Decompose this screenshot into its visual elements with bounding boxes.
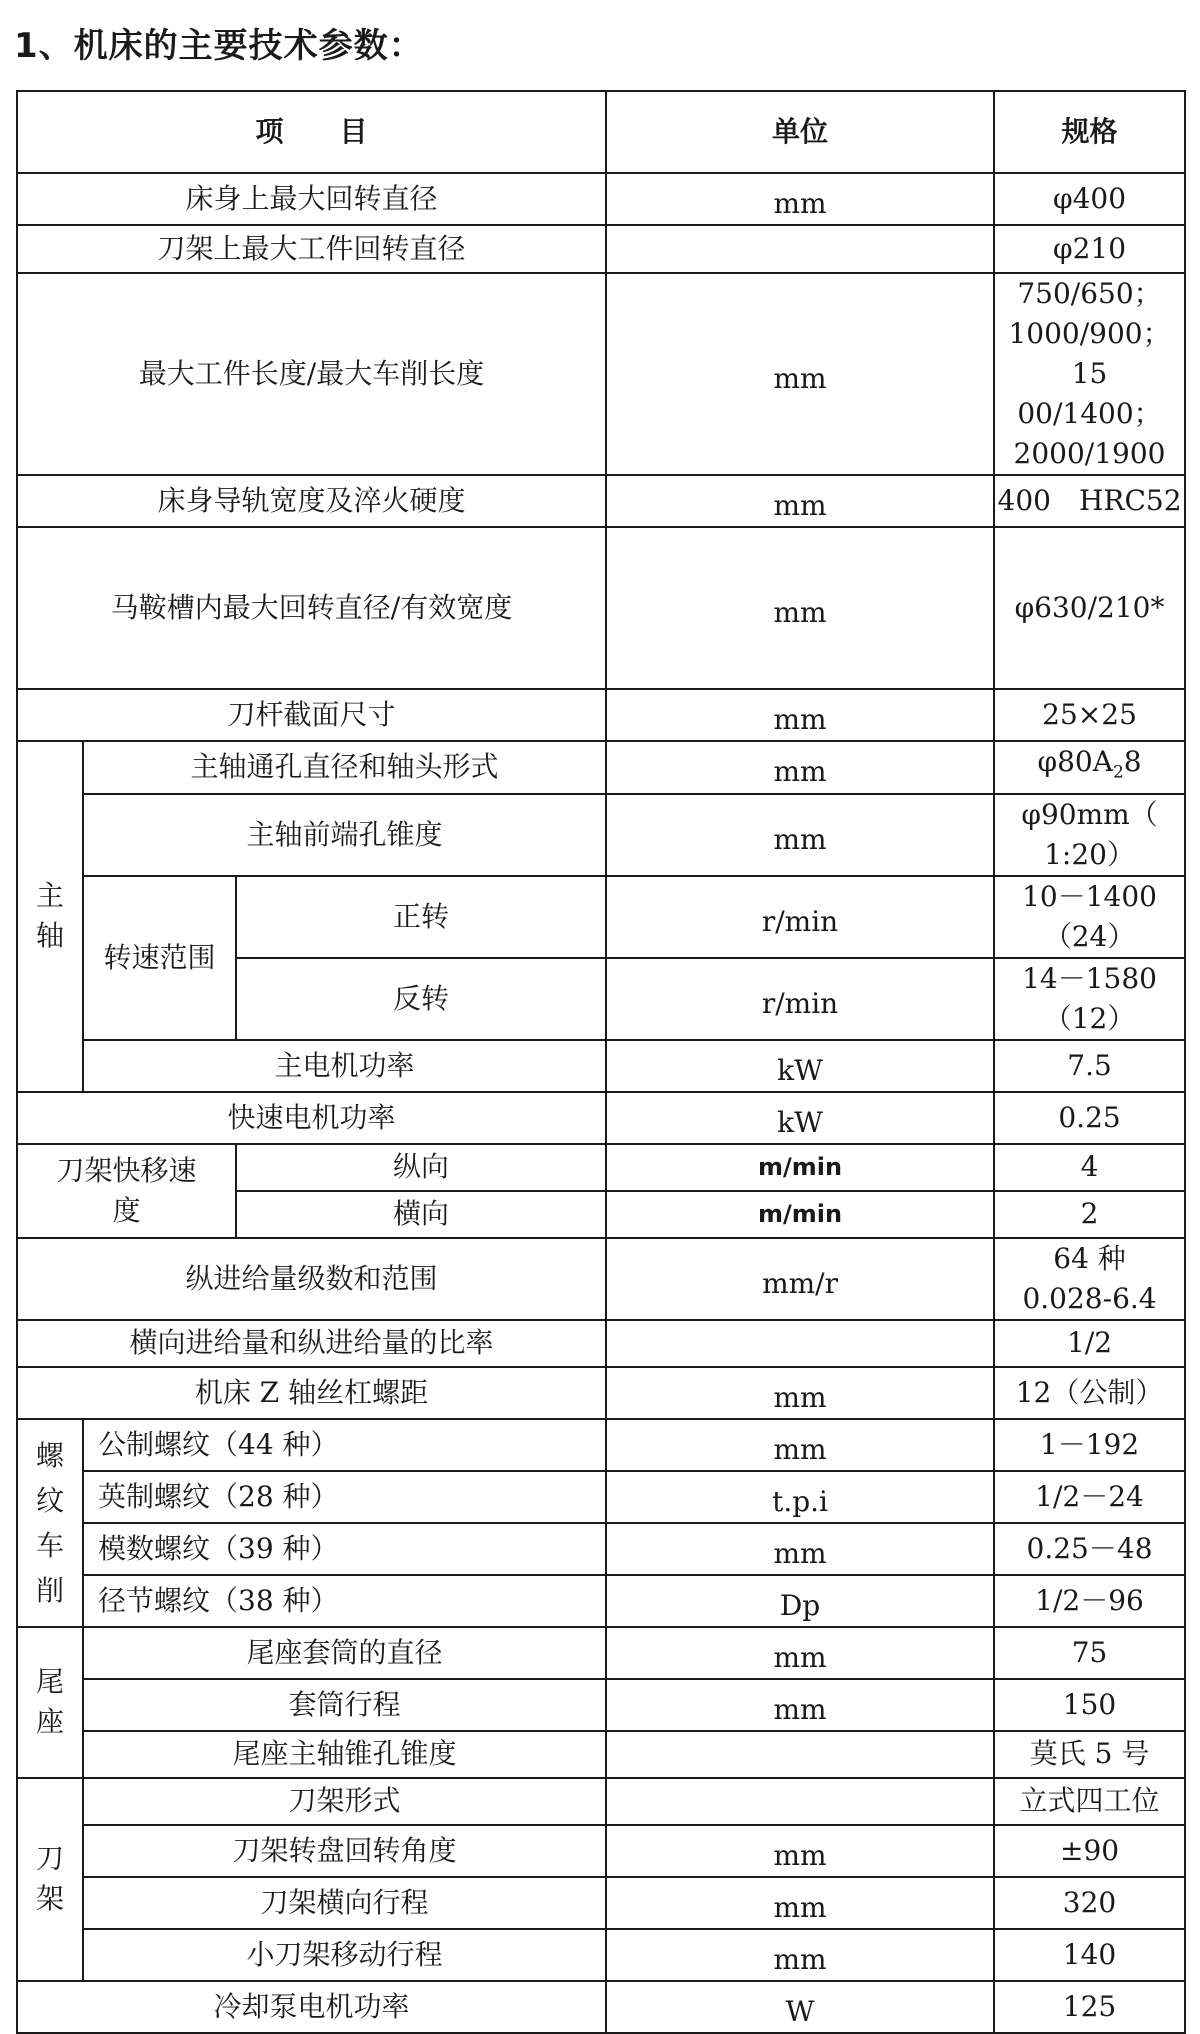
spec-cell: 1/2－96 [994, 1575, 1185, 1627]
item-cell: 套筒行程 [83, 1679, 606, 1731]
spec-cell: 10－1400（24） [994, 876, 1185, 958]
header-item: 项 目 [17, 91, 606, 173]
group-char: 主 [35, 879, 64, 913]
spec-cell: 140 [994, 1929, 1185, 1981]
table-row [17, 876, 1185, 958]
table-row [17, 741, 1185, 794]
spec-cell: 400 HRC52 [994, 475, 1185, 527]
item-cell: 刀架横向行程 [83, 1877, 606, 1929]
group-char: 刀 [35, 1842, 64, 1876]
unit-cell: mm [606, 1825, 994, 1877]
spec-cell: 1－192 [994, 1419, 1185, 1471]
item-cell: 刀架转盘回转角度 [83, 1825, 606, 1877]
item-cell: 径节螺纹（38 种） [83, 1575, 606, 1627]
table-row [17, 1144, 1185, 1191]
table-row [17, 1419, 1185, 1471]
unit-cell: mm [606, 527, 994, 689]
item-cell: 正转 [236, 876, 606, 958]
group-char: 座 [35, 1705, 64, 1739]
item-cell: 横向 [236, 1191, 606, 1238]
table-row [17, 173, 1185, 225]
unit-cell: mm [606, 475, 994, 527]
unit-cell: mm [606, 273, 994, 475]
spec-cell: φ210 [994, 225, 1185, 273]
table-row [17, 1238, 1185, 1320]
spec-cell: φ90mm（ 1:20） [994, 794, 1185, 876]
group-label-spindle [17, 741, 83, 1092]
spec-cell: 2 [994, 1191, 1185, 1238]
group-label-threading [17, 1419, 83, 1627]
header-spec: 规格 [994, 91, 1185, 173]
item-cell: 马鞍槽内最大回转直径/有效宽度 [17, 527, 606, 689]
unit-cell: mm [606, 794, 994, 876]
group-line: 刀架快移速 [56, 1153, 197, 1187]
header-row [17, 91, 1185, 173]
spec-cell: 25×25 [994, 689, 1185, 741]
unit-cell [606, 1320, 994, 1367]
spec-cell: 125 [994, 1981, 1185, 2033]
table-row [17, 527, 1185, 689]
item-cell: 纵进给量级数和范围 [17, 1238, 606, 1320]
unit-cell: kW [606, 1040, 994, 1092]
item-cell: 纵向 [236, 1144, 606, 1191]
group-label-tailstock [17, 1627, 83, 1778]
table-row [17, 689, 1185, 741]
unit-cell: mm [606, 1367, 994, 1419]
spec-cell: 莫氏 5 号 [994, 1731, 1185, 1778]
group-label-carriage [17, 1144, 236, 1238]
item-cell: 主轴前端孔锥度 [83, 794, 606, 876]
item-cell: 模数螺纹（39 种） [83, 1523, 606, 1575]
table-row [17, 1877, 1185, 1929]
spec-main: φ80A [1037, 745, 1113, 778]
spec-cell: 150 [994, 1679, 1185, 1731]
spec-line: 00/1400；2000/1900 [1013, 397, 1166, 470]
group-char: 削 [35, 1573, 64, 1607]
group-char: 纹 [35, 1483, 64, 1517]
table-row [17, 475, 1185, 527]
spec-cell: 320 [994, 1877, 1185, 1929]
spec-cell: 立式四工位 [994, 1778, 1185, 1825]
table-row [17, 1367, 1185, 1419]
spec-cell: ±90 [994, 1825, 1185, 1877]
unit-cell: mm [606, 173, 994, 225]
unit-cell: mm [606, 741, 994, 794]
table-row [17, 1092, 1185, 1144]
spec-end: 8 [1123, 745, 1142, 778]
table-row [17, 1929, 1185, 1981]
spec-table [16, 90, 1186, 2034]
table-row [17, 1627, 1185, 1679]
spec-sub: 2 [1112, 762, 1124, 783]
item-cell: 尾座套筒的直径 [83, 1627, 606, 1679]
table-row [17, 1575, 1185, 1627]
table-row [17, 273, 1185, 475]
table-row [17, 1778, 1185, 1825]
table-row [17, 225, 1185, 273]
item-cell: 冷却泵电机功率 [17, 1981, 606, 2033]
unit-cell: mm/r [606, 1238, 994, 1320]
item-cell: 快速电机功率 [17, 1092, 606, 1144]
item-cell: 床身导轨宽度及淬火硬度 [17, 475, 606, 527]
item-cell: 主轴通孔直径和轴头形式 [83, 741, 606, 794]
unit-cell: W [606, 1981, 994, 2033]
table-row [17, 794, 1185, 876]
item-cell: 尾座主轴锥孔锥度 [83, 1731, 606, 1778]
spec-cell [994, 741, 1185, 794]
unit-cell [606, 225, 994, 273]
header-unit: 单位 [606, 91, 994, 173]
table-row [17, 1523, 1185, 1575]
table-row [17, 1040, 1185, 1092]
item-cell: 英制螺纹（28 种） [83, 1471, 606, 1523]
unit-cell: r/min [606, 876, 994, 958]
item-cell: 床身上最大回转直径 [17, 173, 606, 225]
unit-cell: Dp [606, 1575, 994, 1627]
group-label-speed: 转速范围 [83, 876, 236, 1040]
spec-cell [994, 273, 1185, 475]
item-cell: 主电机功率 [83, 1040, 606, 1092]
group-char: 车 [35, 1528, 64, 1562]
spec-cell: 4 [994, 1144, 1185, 1191]
unit-cell: mm [606, 689, 994, 741]
spec-cell: 0.25 [994, 1092, 1185, 1144]
table-row [17, 1731, 1185, 1778]
spec-cell: 7.5 [994, 1040, 1185, 1092]
table-row [17, 1471, 1185, 1523]
group-line: 度 [112, 1193, 141, 1227]
page-title: 1、机床的主要技术参数： [14, 26, 424, 66]
spec-line: 750/650；1000/900；15 [1008, 277, 1171, 390]
unit-cell: kW [606, 1092, 994, 1144]
spec-cell: 14－1580（12） [994, 958, 1185, 1040]
item-cell: 刀架上最大工件回转直径 [17, 225, 606, 273]
unit-cell: t.p.i [606, 1471, 994, 1523]
spec-cell: 12（公制） [994, 1367, 1185, 1419]
unit-cell: mm [606, 1419, 994, 1471]
unit-cell: mm [606, 1877, 994, 1929]
unit-cell: mm [606, 1679, 994, 1731]
spec-cell: 64 种 0.028-6.4 [994, 1238, 1185, 1320]
group-char: 螺 [35, 1438, 64, 1472]
unit-cell: mm [606, 1627, 994, 1679]
group-char: 轴 [35, 919, 64, 953]
unit-cell [606, 1731, 994, 1778]
item-cell: 反转 [236, 958, 606, 1040]
spec-cell: 1/2－24 [994, 1471, 1185, 1523]
spec-cell: φ400 [994, 173, 1185, 225]
spec-cell: φ630/210* [994, 527, 1185, 689]
item-cell: 公制螺纹（44 种） [83, 1419, 606, 1471]
item-cell: 横向进给量和纵进给量的比率 [17, 1320, 606, 1367]
table-row [17, 1981, 1185, 2033]
table-row [17, 1320, 1185, 1367]
spec-cell: 1/2 [994, 1320, 1185, 1367]
unit-cell [606, 1778, 994, 1825]
group-char: 架 [35, 1882, 64, 1916]
item-cell: 最大工件长度/最大车削长度 [17, 273, 606, 475]
unit-cell: r/min [606, 958, 994, 1040]
group-char: 尾 [35, 1665, 64, 1699]
spec-cell: 75 [994, 1627, 1185, 1679]
group-label-toolpost [17, 1778, 83, 1981]
item-cell: 刀杆截面尺寸 [17, 689, 606, 741]
item-cell: 刀架形式 [83, 1778, 606, 1825]
table-row [17, 1679, 1185, 1731]
spec-cell: 0.25－48 [994, 1523, 1185, 1575]
unit-cell: m/min [606, 1144, 994, 1191]
unit-cell: m/min [606, 1191, 994, 1238]
unit-cell: mm [606, 1523, 994, 1575]
unit-cell: mm [606, 1929, 994, 1981]
table-row [17, 1825, 1185, 1877]
item-cell: 小刀架移动行程 [83, 1929, 606, 1981]
item-cell: 机床 Z 轴丝杠螺距 [17, 1367, 606, 1419]
